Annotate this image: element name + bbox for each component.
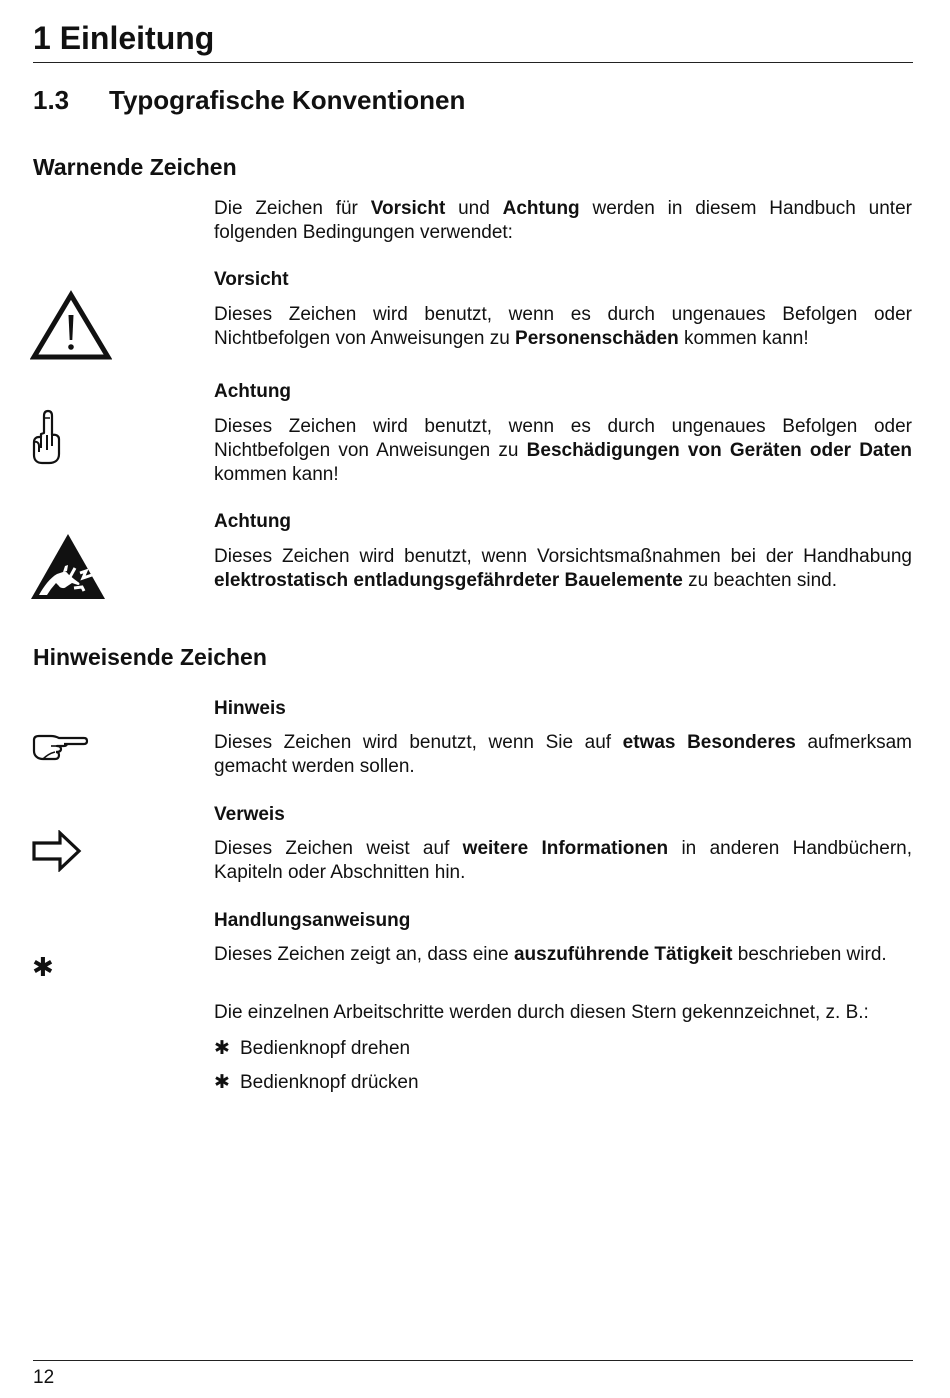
chapter-title: 1 Einleitung xyxy=(33,20,215,56)
achtung-device-label: Achtung xyxy=(214,381,292,402)
warning-triangle-icon xyxy=(30,290,112,367)
list-item: ✱ Bedienknopf drücken xyxy=(214,1072,419,1093)
handlung-label: Handlungsanweisung xyxy=(214,910,411,931)
asterisk-icon: ✱ xyxy=(214,1072,230,1093)
section-heading xyxy=(33,82,465,118)
handlung-text: Dieses Zeichen zeigt an, dass eine auszuführende Tätigkeit beschrieben wird. xyxy=(214,944,887,965)
pointing-hand-icon xyxy=(31,731,89,768)
outline-arrow-right-icon xyxy=(32,830,82,877)
header-rule xyxy=(33,62,913,63)
vorsicht-label: Vorsicht xyxy=(214,269,289,290)
achtung-esd-text: Dieses Zeichen wird benutzt, wenn Vorsichtsmaßnahmen bei der Handhabung elektrostatisch entladungsgefährdeter Bauelemente zu beachten sind. xyxy=(214,546,912,591)
warning-intro: Die Zeichen für Vorsicht und Achtung werden in diesem Handbuch unter folgenden Bedingungen verwendet: xyxy=(214,198,912,243)
asterisk-icon: ✱ xyxy=(32,952,54,982)
section-number: 1.3 xyxy=(33,85,70,115)
info-signs-heading: Hinweisende Zeichen xyxy=(33,644,267,670)
hinweis-label: Hinweis xyxy=(214,698,286,719)
verweis-label: Verweis xyxy=(214,804,285,825)
footer-rule xyxy=(33,1360,913,1361)
achtung-esd-label: Achtung xyxy=(214,511,292,532)
section-title: Typografische Konventionen xyxy=(109,85,466,115)
pointing-up-hand-icon xyxy=(28,408,64,471)
achtung-device-text: Dieses Zeichen wird benutzt, wenn es durch ungenaues Befolgen oder Nichtbefolgen von Anweisungen zu Beschädigungen von Geräten oder Daten kommen kann! xyxy=(214,416,912,485)
page-number: 12 xyxy=(33,1367,55,1388)
vorsicht-text: Dieses Zeichen wird benutzt, wenn es durch ungenaues Befolgen oder Nichtbefolgen von Anweisungen zu Personenschäden kommen kann! xyxy=(214,304,912,349)
warning-signs-heading: Warnende Zeichen xyxy=(33,154,237,180)
esd-warning-icon xyxy=(30,533,106,606)
verweis-text: Dieses Zeichen weist auf weitere Informationen in anderen Handbüchern, Kapiteln oder Abschnitten hin. xyxy=(214,838,912,883)
list-item: ✱ Bedienknopf drehen xyxy=(214,1038,411,1059)
handlung-note: Die einzelnen Arbeitschritte werden durch diesen Stern gekennzeichnet, z. B.: xyxy=(214,1002,869,1023)
hinweis-text: Dieses Zeichen wird benutzt, wenn Sie auf etwas Besonderes aufmerksam gemacht werden sollen. xyxy=(214,732,912,777)
asterisk-icon: ✱ xyxy=(214,1038,230,1059)
